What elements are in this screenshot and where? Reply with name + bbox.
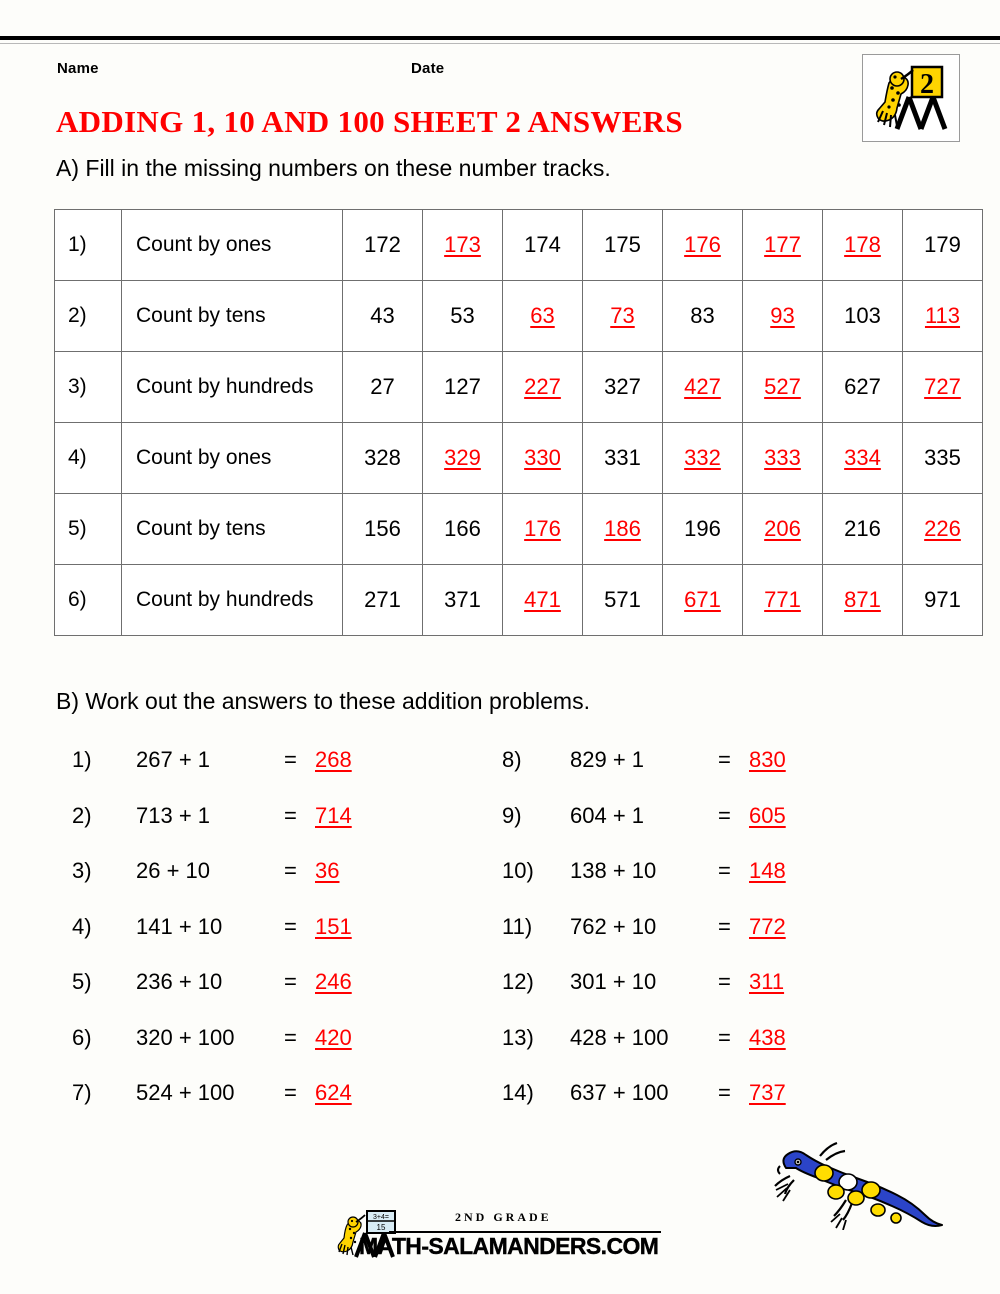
track-row-label: Count by tens [122,281,343,352]
problem-answer[interactable]: 420 [315,1024,352,1050]
track-cell-value: 172 [364,232,401,257]
track-cell-value: 328 [364,445,401,470]
problem-answer[interactable]: 268 [315,747,352,772]
problem-number: 1) [72,747,92,772]
track-cell-answer[interactable] [743,281,823,352]
track-cell-answer[interactable] [663,210,743,281]
track-cell-value: 166 [444,516,481,541]
track-cell-given [903,565,983,636]
track-cell-answer[interactable] [823,565,903,636]
problem-expression: 604 + 1 [570,802,645,828]
track-cell-value: 427 [684,374,721,399]
track-cell-value: 179 [924,232,961,257]
problem-number: 14) [502,1080,534,1105]
track-cell-value: 176 [524,516,561,541]
track-cell-value: 43 [370,303,395,328]
track-cell-value: 174 [524,232,561,257]
problem-expression: 138 + 10 [570,858,657,883]
track-cell-given [903,423,983,494]
track-cell-answer[interactable] [743,423,823,494]
track-cell-value: 196 [684,516,721,541]
equals-sign: = [718,969,731,994]
track-cell-given [823,494,903,565]
track-cell-answer[interactable] [823,210,903,281]
logo-grade-number: 2 [920,69,934,100]
equals-sign: = [718,747,731,772]
footer-site-url[interactable]: MATH-SALAMANDERS.COM [359,1233,659,1259]
problem-answer[interactable]: 246 [315,969,352,994]
problem-expression: 428 + 100 [570,1024,669,1050]
track-cell-value: 127 [444,374,481,399]
track-cell-answer[interactable] [423,210,503,281]
track-cell-answer[interactable] [503,423,583,494]
problem-expression: 301 + 10 [570,969,657,994]
problem-number: 3) [72,858,92,883]
equals-sign: = [284,1080,297,1105]
site-footer [331,1207,661,1263]
header-rule-shadow [0,43,1000,44]
track-cell-value: 331 [604,445,641,470]
blue-salamander-icon [768,1126,958,1230]
track-cell-value: 871 [844,587,881,612]
track-cell-answer[interactable] [903,281,983,352]
name-label: Name [57,60,99,77]
problem-expression: 320 + 100 [136,1024,235,1050]
problem-expression: 637 + 100 [570,1080,669,1105]
problem-number: 9) [502,802,522,828]
date-label: Date [411,60,445,77]
track-cell-value: 527 [764,374,801,399]
problem-expression: 713 + 1 [136,802,211,828]
track-cell-value: 971 [924,587,961,612]
track-row-label: Count by ones [122,210,343,281]
track-row-label: Count by hundreds [122,352,343,423]
track-cell-given [423,494,503,565]
track-cell-value: 627 [844,374,881,399]
track-cell-value: 471 [524,587,561,612]
problem-number: 4) [72,913,92,939]
track-cell-value: 332 [684,445,721,470]
track-cell-given [343,565,423,636]
equals-sign: = [718,858,731,883]
problem-expression: 26 + 10 [136,858,211,883]
problem-expression: 236 + 10 [136,969,223,994]
track-cell-given [663,494,743,565]
table-row [55,281,983,352]
track-cell-given [903,210,983,281]
track-cell-value: 271 [364,587,401,612]
track-cell-answer[interactable] [503,352,583,423]
problem-answer[interactable]: 624 [315,1080,352,1105]
track-cell-value: 329 [444,445,481,470]
footer-grade-label: 2ND GRADE [455,1210,552,1224]
problem-expression: 141 + 10 [136,913,223,939]
track-cell-answer[interactable] [663,423,743,494]
problem-expression: 762 + 10 [570,913,657,939]
page-title: ADDING 1, 10 AND 100 SHEET 2 ANSWERS [56,104,683,139]
problem-number: 6) [72,1024,92,1050]
track-cell-value: 327 [604,374,641,399]
problem-answer[interactable]: 311 [749,969,785,994]
track-cell-answer[interactable] [823,423,903,494]
track-cell-value: 206 [764,516,801,541]
salamander-easel-logo [862,54,960,142]
track-row-number: 6) [55,565,122,636]
problem-number: 10) [502,858,534,883]
track-cell-value: 330 [524,445,561,470]
track-row-number: 1) [55,210,122,281]
track-cell-given [343,210,423,281]
problem-answer[interactable]: 605 [749,802,786,828]
track-cell-value: 103 [844,303,881,328]
section-a-instruction: A) Fill in the missing numbers on these number tracks. [56,155,611,181]
track-cell-value: 186 [604,516,641,541]
track-row-label: Count by hundreds [122,565,343,636]
track-cell-answer[interactable] [583,281,663,352]
problem-number: 13) [502,1024,534,1050]
equals-sign: = [718,1024,731,1050]
track-cell-given [423,565,503,636]
track-cell-given [823,281,903,352]
equals-sign: = [284,969,297,994]
table-row [55,494,983,565]
track-cell-answer[interactable] [503,281,583,352]
track-cell-given [503,210,583,281]
problem-answer[interactable]: 772 [749,913,786,939]
track-cell-value: 371 [444,587,481,612]
problem-number: 7) [72,1080,92,1105]
blue-salamander-illustration [768,1126,958,1230]
track-cell-value: 53 [450,303,475,328]
table-row [55,423,983,494]
track-cell-value: 771 [764,587,801,612]
track-cell-answer[interactable] [503,494,583,565]
track-cell-value: 63 [530,303,555,328]
problem-number: 11) [502,913,533,939]
track-cell-value: 175 [604,232,641,257]
problem-answer[interactable]: 830 [749,747,786,772]
track-cell-value: 173 [444,232,481,257]
track-cell-value: 335 [924,445,961,470]
problem-number: 12) [502,969,534,994]
track-cell-value: 334 [844,445,881,470]
table-row [55,210,983,281]
track-cell-given [423,352,503,423]
track-cell-value: 83 [690,303,715,328]
track-cell-given [583,565,663,636]
track-cell-value: 333 [764,445,801,470]
problem-answer[interactable]: 737 [749,1080,786,1105]
track-cell-value: 727 [924,374,961,399]
table-row [55,352,983,423]
equals-sign: = [284,802,297,828]
problem-expression: 829 + 1 [570,747,645,772]
equals-sign: = [284,858,297,883]
track-row-number: 5) [55,494,122,565]
equals-sign: = [718,802,731,828]
problem-answer[interactable]: 714 [315,802,352,828]
track-cell-answer[interactable] [743,494,823,565]
equals-sign: = [718,1080,731,1105]
track-cell-answer[interactable] [903,494,983,565]
number-tracks-table [54,209,983,636]
track-row-number: 2) [55,281,122,352]
table-row [55,565,983,636]
track-cell-given [663,281,743,352]
track-cell-given [583,423,663,494]
track-cell-given [343,494,423,565]
equals-sign: = [284,1024,297,1050]
track-cell-value: 216 [844,516,881,541]
track-cell-given [423,281,503,352]
track-cell-value: 93 [770,303,795,328]
track-cell-answer[interactable] [743,210,823,281]
section-b-instruction: B) Work out the answers to these addition problems. [56,688,590,714]
track-cell-given [583,210,663,281]
track-cell-answer[interactable] [743,565,823,636]
track-cell-value: 671 [684,587,721,612]
header-rule [0,36,1000,40]
track-row-number: 4) [55,423,122,494]
track-row-label: Count by tens [122,494,343,565]
track-cell-answer[interactable] [503,565,583,636]
footer-easel-bottom: 15 [376,1223,386,1232]
track-cell-given [343,423,423,494]
problem-expression: 524 + 100 [136,1080,235,1105]
problem-number: 5) [72,969,92,994]
track-cell-value: 176 [684,232,721,257]
track-cell-value: 178 [844,232,881,257]
track-cell-given [343,281,423,352]
problem-expression: 267 + 1 [136,747,211,772]
equals-sign: = [718,913,731,939]
track-cell-answer[interactable] [583,494,663,565]
track-cell-value: 571 [604,587,641,612]
track-cell-answer[interactable] [743,352,823,423]
problem-number: 8) [502,747,522,772]
track-cell-value: 113 [924,303,961,328]
track-cell-given [823,352,903,423]
equals-sign: = [284,913,297,939]
track-cell-value: 177 [764,232,801,257]
track-cell-value: 227 [524,374,561,399]
track-cell-value: 27 [370,374,395,399]
problem-answer[interactable]: 151 [315,913,352,939]
track-cell-answer[interactable] [423,423,503,494]
problem-answer[interactable]: 148 [749,858,786,883]
salamander-easel-icon [863,55,959,141]
track-cell-answer[interactable] [663,352,743,423]
track-row-number: 3) [55,352,122,423]
track-cell-given [583,352,663,423]
track-cell-answer[interactable] [663,565,743,636]
problem-number: 2) [72,802,92,828]
problem-answer[interactable]: 36 [315,858,340,883]
track-cell-answer[interactable] [903,352,983,423]
equals-sign: = [284,747,297,772]
addition-problems [0,741,1000,1121]
track-cell-value: 156 [364,516,401,541]
track-row-label: Count by ones [122,423,343,494]
track-cell-value: 73 [610,303,635,328]
footer-easel-top: 3+4= [373,1214,389,1221]
problem-answer[interactable]: 438 [749,1024,786,1050]
track-cell-given [343,352,423,423]
track-cell-value: 226 [924,516,961,541]
number-tracks-body [55,210,983,636]
